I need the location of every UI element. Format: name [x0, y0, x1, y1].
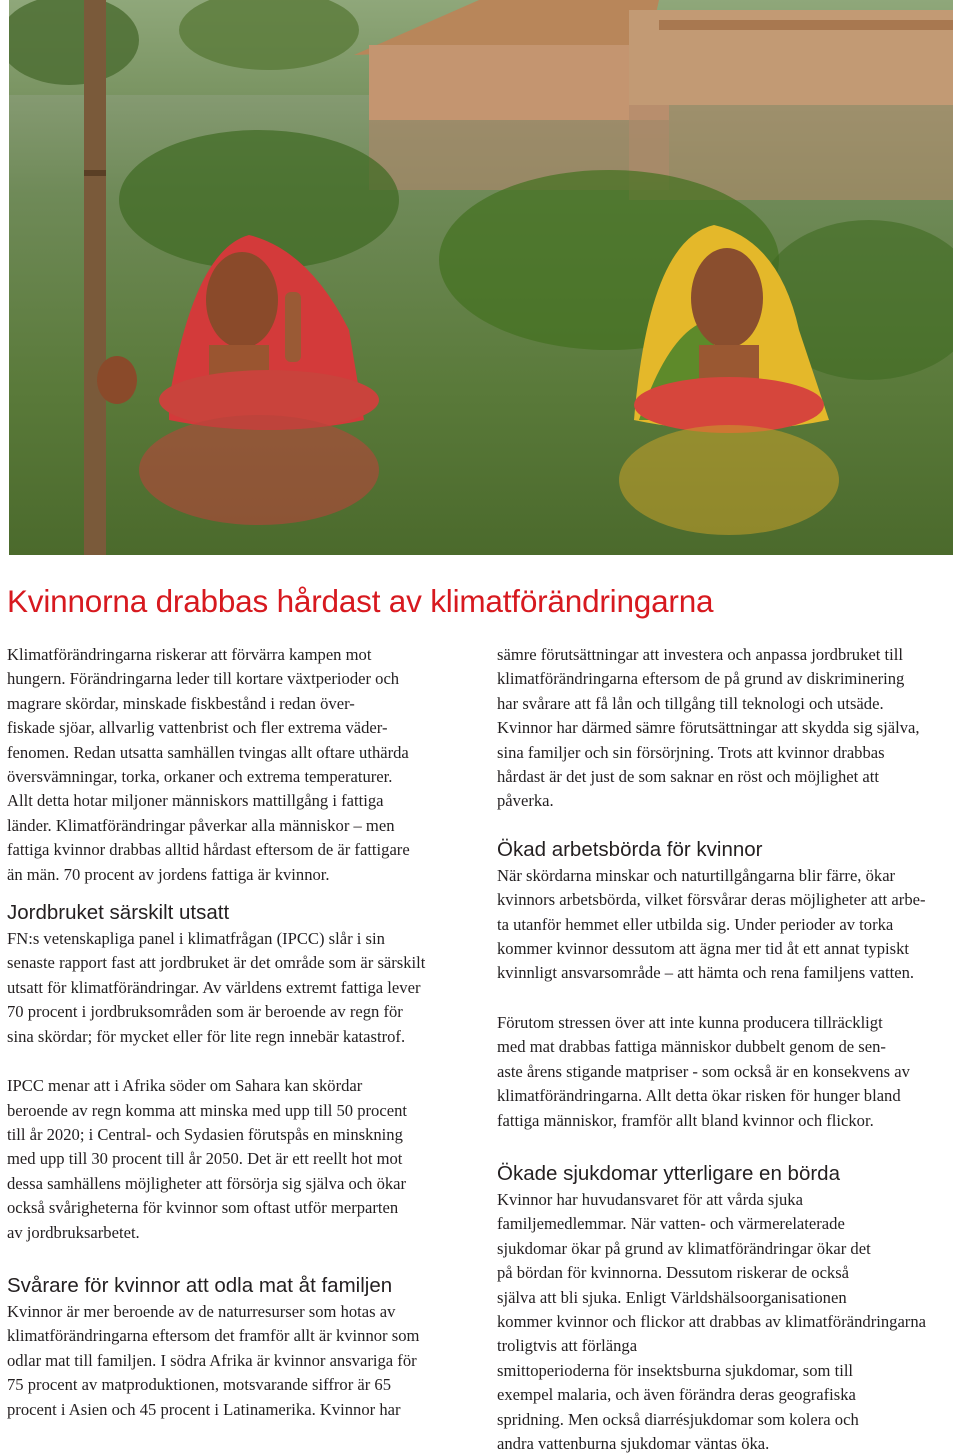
body-paragraph: IPCC menar att i Afrika söder om Sahara kan skördar beroende av regn komma att minska med upp till 50 procent till år 2020; i Central- och Sydasien förutspås en minskning med upp till 30 procent till år 2050. Det är ett reellt hot mot dessa samhällens möjligheter att försörja sig själva och ökar också svårigheterna för kvinnor som oftast utför merparten av jordbruksarbetet. [7, 1076, 407, 1242]
intro-paragraph: Klimatförändringarna riskerar att förvärra kampen mot hungern. Förändringarna leder till kortare växtperioder och magrare skördar, minskade fiskbestånd i redan över- fiskade sjöar, allvarlig vattenbrist och fler extrema väder- fenomen. Redan utsatta samhällen tvingas allt oftare uthärda översvämningar, torka, orkaner och extrema temperaturer. Allt detta hotar miljoner människors mattillgång i fattiga länder. Klimatförändringar påverkar alla människor – men fattiga kvinnor drabbas alltid hårdast eftersom de är fattigare än män. 70 procent av jordens fattiga är kvinnor. [7, 645, 410, 884]
left-column [7, 643, 479, 1422]
section-heading: Ökad arbetsbörda för kvinnor [497, 837, 763, 861]
article-title: Kvinnorna drabbas hårdast av klimatförändringarna [7, 583, 714, 619]
section-heading: Ökade sjukdomar ytterligare en börda [497, 1161, 840, 1185]
section-heading: Jordbruket särskilt utsatt [7, 901, 230, 925]
body-paragraph: Kvinnor har huvudansvaret för att vårda sjuka familjemedlemmar. När vatten- och värmerelaterade sjukdomar ökar på grund av klimatförändringar ökar det på bördan för kvinnorna. Dessutom riskerar de också själva att bli sjuka. Enligt Världshälsoorganisationen kommer kvinnor och flickor att drabbas av klimatförändringarna troligtvis att förlänga smittoperioderna för insektsburna sjukdomar, som till exempel malaria, och även förändra deras geografiska spridning. Men också diarrésjukdomar som kolera och andra vattenburna sjukdomar väntas öka. [497, 1189, 926, 1453]
flood-photo [9, 0, 953, 555]
section-heading: Svårare för kvinnor att odla mat åt familjen [7, 1273, 393, 1297]
right-column [497, 643, 957, 1456]
body-paragraph: Förutom stressen över att inte kunna producera tillräckligt med mat drabbas fattiga människor dubbelt genom de sen- aste årens stigande matpriser - som också är en konsekvens av klimatförändringarna. Allt detta ökar risken för hunger bland fattiga människor, framför allt bland kvinnor och flickor. [497, 1012, 910, 1130]
body-paragraph: sämre förutsättningar att investera och anpassa jordbruket till klimatförändringarna eftersom de på grund av diskriminering har svårare att få lån och tillgång till teknologi och utsäde. Kvinnor har därmed sämre förutsättningar att skydda sig själva, sina familjer och sin försörjning. Trots att kvinnor drabbas hårdast är det just de som saknar en röst och möjlighet att påverka. [497, 645, 920, 811]
body-paragraph: När skördarna minskar och naturtillgångarna blir färre, ökar kvinnors arbetsbörda, vilket försvårar deras möjligheter att arbe- ta utanför hemmet eller utbilda sig. Under perioder av torka kommer kvinnor dessutom att ägna mer tid åt ett annat typiskt kvinnligt ansvarsområde – att hämta och rena familjens vatten. [497, 865, 926, 983]
body-paragraph: Kvinnor är mer beroende av de naturresurser som hotas av klimatförändringarna eftersom det framför allt är kvinnor som odlar mat till familjen. I södra Afrika är kvinnor ansvariga för 75 procent av matproduktionen, motsvarande siffror är 65 procent i Asien och 45 procent i Latinamerika. Kvinnor har [7, 1301, 420, 1419]
body-paragraph: FN:s vetenskapliga panel i klimatfrågan (IPCC) slår i sin senaste rapport fast att jordbruket är det område som är särskilt utsatt för klimatförändringar. Av världens extremt fattiga lever 70 procent i jordbruksområden som är beroende av regn för sina skördar; för mycket eller för lite regn innebär katastrof. [7, 929, 426, 1046]
